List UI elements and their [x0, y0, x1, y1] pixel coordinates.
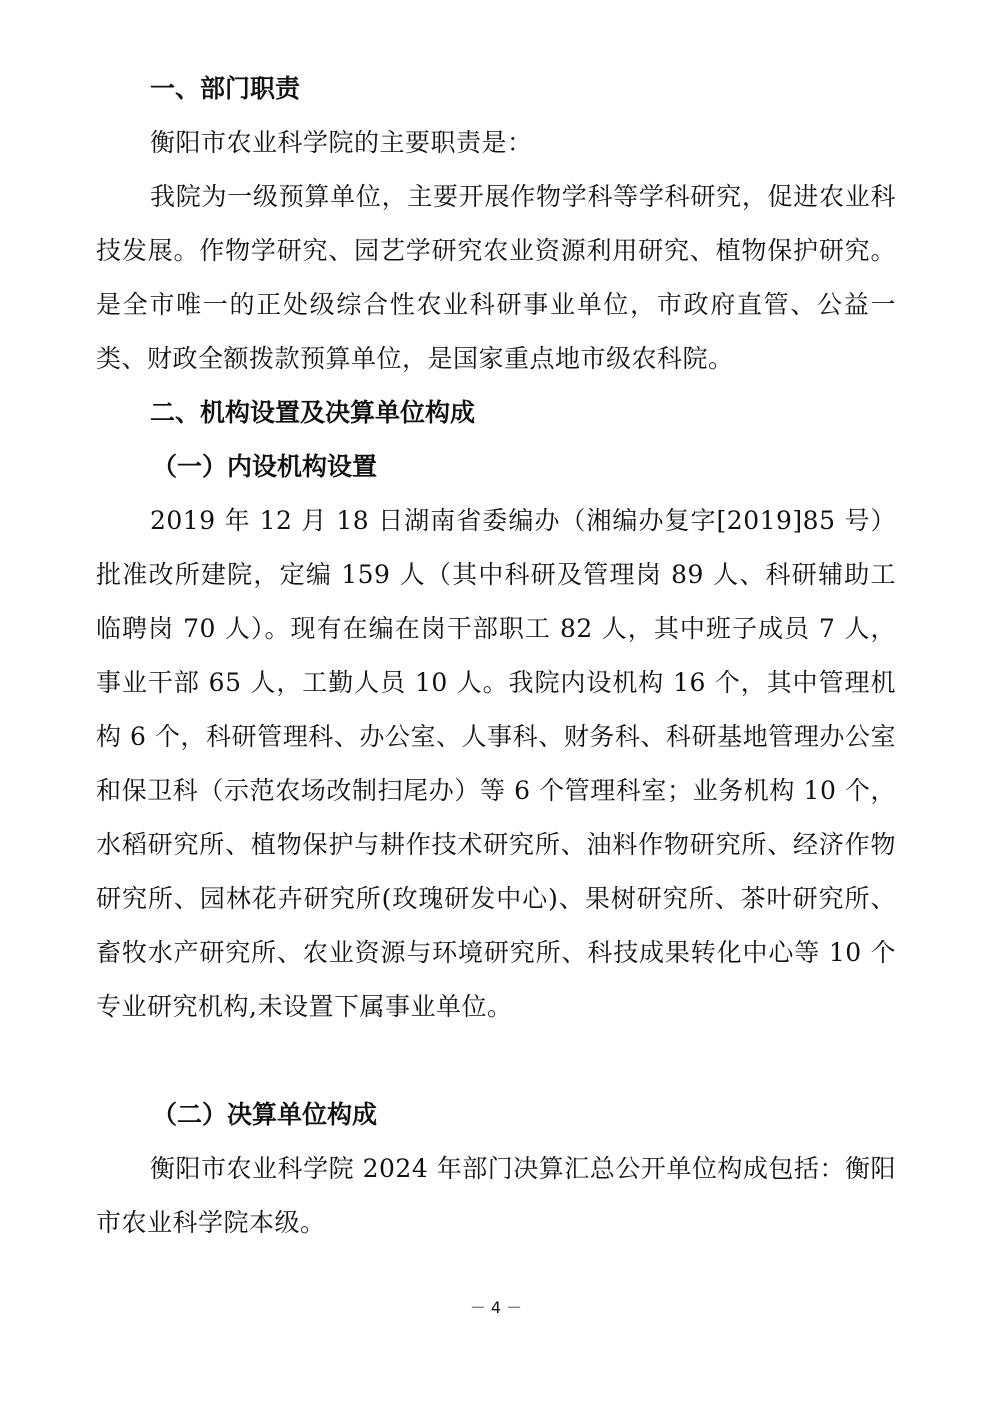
duties-description-paragraph: 我院为一级预算单位，主要开展作物学科等学科研究，促进农业科技发展。作物学研究、园艺学研究农业资源利用研究、植物保护研究。是全市唯一的正处级综合性农业科研事业单位，市政府直管、公益一类、财政全额拨款预算单位，是国家重点地市级农科院。	[96, 182, 896, 373]
section-heading-duties: 一、部门职责	[150, 74, 301, 103]
subheading-accounting-units: （二）决算单位构成	[152, 1100, 378, 1129]
duties-intro-paragraph: 衡阳市农业科学院的主要职责是：	[150, 128, 533, 157]
accounting-units-paragraph: 衡阳市农业科学院 2024 年部门决算汇总公开单位构成包括：衡阳市农业科学院本级。	[96, 1154, 896, 1237]
page-number: － 4 －	[469, 1298, 523, 1317]
internal-structure-paragraph: 2019 年 12 月 18 日湖南省委编办（湘编办复字[2019]85 号）批准改所建院，定编 159 人（其中科研及管理岗 89 人、科研辅助工临聘岗 70 人）。现有在编在岗干部职工 82 人，其中班子成员 7 人，事业干部 65 人，工勤人员 10 人。我院内设机构 16 个，其中管理机构 6 个，科研管理科、办公室、人事科、财务科、科研基地管理办公室和保卫科（示范农场改制扫尾办）等 6 个管理科室；业务机构 10 个，水稻研究所、植物保护与耕作技术研究所、油料作物研究所、经济作物研究所、园林花卉研究所(玫瑰研发中心)、果树研究所、茶叶研究所、畜牧水产研究所、农业资源与环境研究所、科技成果转化中心等 10 个专业研究机构,未设置下属事业单位。	[96, 506, 896, 1021]
section-heading-organization: 二、机构设置及决算单位构成	[150, 398, 476, 427]
page-content	[96, 62, 896, 1250]
subheading-internal-structure: （一）内设机构设置	[152, 452, 378, 481]
blank-line	[96, 1034, 896, 1088]
